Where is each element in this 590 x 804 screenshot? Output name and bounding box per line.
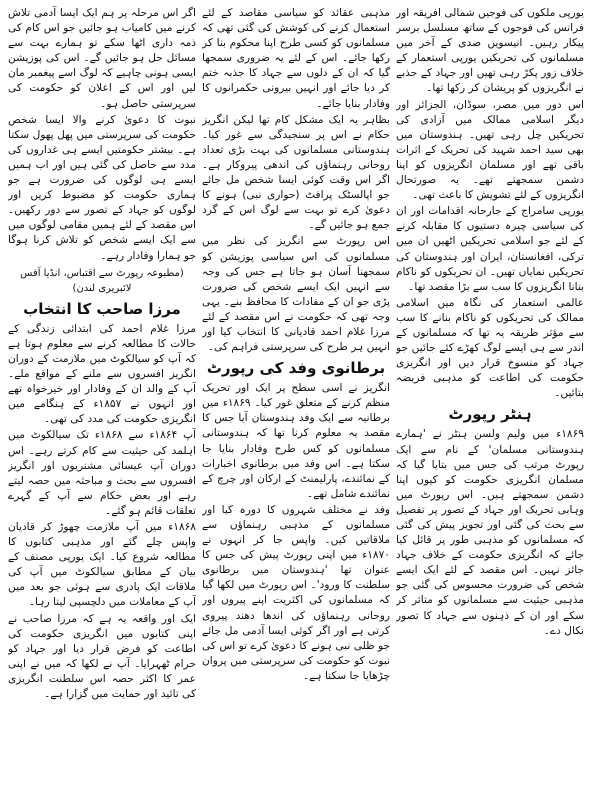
paragraph: انگریز نے اسی سطح پر ایک اور تحریک منظم کرنے کے متعلق غور کیا۔ ۱۸۶۹ء میں برطانیہ سے ایک وفد ہندوستان آیا جس کا مقصد یہ معلوم کرنا تھا کہ ہندوستانی مسلمانوں کو کس طرح وفادار بنایا جا سکتا ہے۔ اس وفد میں برطانوی اخبارات کے نمائندے، پارلیمنٹ کے ارکان اور چرچ کے نمائندے شامل تھے۔	[202, 382, 390, 500]
paragraph: ۱۸۶۸ء میں آپ ملازمت چھوڑ کر قادیان واپس چلے گئے اور مذہبی کتابوں کا مطالعہ شروع کیا۔ ایک یورپی مصنف کے بیان کے مطابق سیالکوٹ میں آپ کی ملاقات ایک پادری سے ہوئی جو بعد میں آپ کے معاملات میں دلچسپی لیتا رہا۔	[8, 521, 196, 609]
column-left	[8, 6, 196, 798]
paragraph: ایک اور واقعہ یہ ہے کہ مرزا صاحب نے اپنی کتابوں میں انگریزی حکومت کی اطاعت کو فرض قرار دیا اور جہاد کو حرام ٹھہرایا۔ آپ نے لکھا کہ میں نے اپنی عمر کا اکثر حصہ اس سلطنت انگریزی کی تائید اور حمایت میں گزارا ہے۔	[8, 612, 196, 701]
column-middle	[202, 6, 390, 798]
section-heading-british-delegation-report: برطانوی وفد کی رپورٹ	[206, 359, 386, 378]
section-heading-mirza-selection: مرزا صاحب کا انتخاب	[23, 299, 181, 318]
paragraph: نبوت کا دعویٰ کرنے والا ایسا شخص حکومت کی سرپرستی میں پھل پھول سکتا ہے۔ بیشتر حکومتیں ایسے ہی غداروں کی مدد سے حاصل کی گئی ہیں اور اب ہمیں ایسے ہی لوگوں کی ضرورت ہے جو ہماری حکومت کو مضبوط کریں اور لوگوں کو جہاد کے تصور سے دور رکھیں۔ اس مقصد کے لئے ہمیں مقامی لوگوں میں سے ایک ایسے شخص کو تلاش کرنا ہوگا جو ہمارا وفادار رہے۔	[8, 113, 196, 262]
column-right	[396, 6, 584, 798]
paragraph: مذہبی عقائد کو سیاسی مقاصد کے لئے استعمال کرنے کی کوشش کی گئی تھی کہ مسلمانوں کو کسی طرح اپنا محکوم بنا کر رکھا جائے۔ اس کے لئے یہ ضروری سمجھا گیا کہ ان کے دلوں سے جہاد کا جذبہ ختم کر دیا جائے اور انہیں بیرونی حکمرانوں کا وفادار بنایا جائے۔	[202, 7, 390, 110]
three-column-layout	[6, 6, 584, 798]
paragraph: یورپی سامراج کے جارحانہ اقدامات اور ان کی سیاسی چیرہ دستیوں کا مقابلہ کرنے کے لئے جو اسلامی تحریکیں اٹھیں ان میں ترکی، افغانستان، ایران اور ہندوستان کی تحریکیں نمایاں تھیں۔ ان تحریکوں کو ناکام بنانا انگریزوں کا سب سے بڑا مقصد تھا۔	[396, 205, 584, 293]
paragraph: عالمی استعمار کی نگاہ میں اسلامی ممالک کی تحریکوں کو ناکام بنانے کا سب سے مؤثر طریقہ یہ تھا کہ مسلمانوں کے اندر سے ہی ایسے لوگ کھڑے کئے جائیں جو جہاد کو منسوخ قرار دیں اور انگریزی حکومت کی اطاعت کو مذہبی فریضہ بتائیں۔	[396, 296, 584, 400]
source-note: (مطبوعہ رپورٹ سے اقتباس، انڈیا آفس لائبریری لندن)	[20, 267, 184, 294]
paragraph: اس دور میں مصر، سوڈان، الجزائر اور دیگر اسلامی ممالک میں آزادی کی تحریکیں چل رہی تھیں۔ ہندوستان میں بھی سید احمد شہید کی تحریک کے اثرات باقی تھے اور مسلمان انگریزوں کو اپنا دشمن سمجھتے تھے۔ یہ صورتحال انگریزوں کے لئے تشویش کا باعث تھی۔	[396, 98, 584, 202]
paragraph: اس رپورٹ سے انگریز کی نظر میں مسلمانوں کی اس سیاسی پوزیشن کو سمجھنا آسان ہو جاتا ہے جس کی وجہ سے انہیں ایک ایسے شخص کی ضرورت پڑی جو ان کے مفادات کا محافظ بنے۔ یہی وجہ تھی کہ حکومت نے اس مقصد کے لئے مرزا غلام احمد قادیانی کا انتخاب کیا اور انہیں ہر طرح کی سرپرستی فراہم کی۔	[202, 235, 390, 354]
paragraph: مرزا غلام احمد کی ابتدائی زندگی کے حالات کا مطالعہ کرنے سے معلوم ہوتا ہے کہ آپ کو سیالکوٹ میں ملازمت کے دوران انگریز افسروں سے ملنے کے مواقع ملے۔ آپ کے والد ان کے وفادار اور خیرخواہ تھے اور انہوں نے ۱۸۵۷ء کے ہنگامے میں انگریزی حکومت کی مدد کی تھی۔	[8, 322, 196, 426]
paragraph: اگر اس مرحلہ پر ہم ایک ایسا آدمی تلاش کرنے میں کامیاب ہو جائیں جو اس کام کی ذمہ داری اٹھا سکے تو ہمارے بہت سے مسائل حل ہو جائیں گے۔ اس کی پوزیشن ایسی ہونی چاہیے کہ لوگ اسے پیغمبر مان لیں اور اس کے اعلان کو حکومت کی سرپرستی حاصل ہو۔	[8, 7, 196, 110]
paragraph: آپ ۱۸۶۴ء سے ۱۸۶۸ء تک سیالکوٹ میں اہلمد کی حیثیت سے کام کرتے رہے۔ اس دوران آپ عیسائی مشنریوں اور انگریز افسروں سے بحث و مباحثہ میں حصہ لیتے رہے اور بعض حکام سے آپ کے گہرے تعلقات قائم ہو گئے۔	[8, 429, 196, 517]
paragraph: یورپی ملکوں کی فوجیں شمالی افریقہ اور فرانس کی فوجوں کے ساتھ مسلسل برسر پیکار رہیں۔ انیسویں صدی کے آخر میں مسلمانوں کی تحریکیں یورپی استعمار کے خلاف زور پکڑ رہی تھیں اور جہاد کے جذبے نے انگریزوں کو پریشان کر رکھا تھا۔	[396, 7, 584, 95]
paragraph: بظاہر یہ ایک مشکل کام تھا لیکن انگریز حکام نے اس پر سنجیدگی سے غور کیا۔ ہندوستانی مسلمانوں کی بہت بڑی تعداد روحانی رہنماؤں کی اندھی پیروکار ہے۔ اگر اس وقت کوئی ایسا شخص مل جائے جو اپالسٹک پرافٹ (حواری نبی) ہونے کا دعویٰ کرے تو بہت سے لوگ اس کے گرد جمع ہو جائیں گے۔	[202, 113, 390, 232]
paragraph: ۱۸۶۹ء میں ولیم ولسن ہنٹر نے 'ہمارے ہندوستانی مسلمان' کے نام سے ایک رپورٹ مرتب کی جس میں بتایا گیا کہ مسلمان انگریزی حکومت کو کیوں اپنا دشمن سمجھتے ہیں۔ اس رپورٹ میں وہابی تحریک اور جہاد کے تصور پر تفصیل سے بحث کی گئی اور تجویز پیش کی گئی کہ مسلمانوں کو مذہبی طور پر قائل کیا جائے کہ انگریزی حکومت کے خلاف جہاد جائز نہیں۔ اس مقصد کے لئے ایک ایسے شخص کی ضرورت محسوس کی گئی جو مذہبی حیثیت سے مسلمانوں کو متاثر کر سکے اور ان کے ذہنوں سے جہاد کا تصور نکال دے۔	[396, 428, 584, 637]
paragraph: وفد نے مختلف شہروں کا دورہ کیا اور مسلمانوں کے مذہبی رہنماؤں سے ملاقاتیں کیں۔ واپس جا کر انہوں نے ۱۸۷۰ء میں اپنی رپورٹ پیش کی جس کا عنوان تھا 'ہندوستان میں برطانوی سلطنت کا ورود'۔ اس رپورٹ میں لکھا گیا کہ مسلمانوں کی اکثریت اپنے پیروں اور روحانی رہنماؤں کی اندھا دھند پیروی کرتی ہے اور اگر کوئی ایسا آدمی مل جائے جو ظلی نبی ہونے کا دعویٰ کرے تو اس کی نبوت کو حکومت کی سرپرستی میں پروان چڑھایا جا سکتا ہے۔	[202, 503, 390, 682]
section-heading-hunter-report: ہنٹر رپورٹ	[448, 405, 532, 424]
